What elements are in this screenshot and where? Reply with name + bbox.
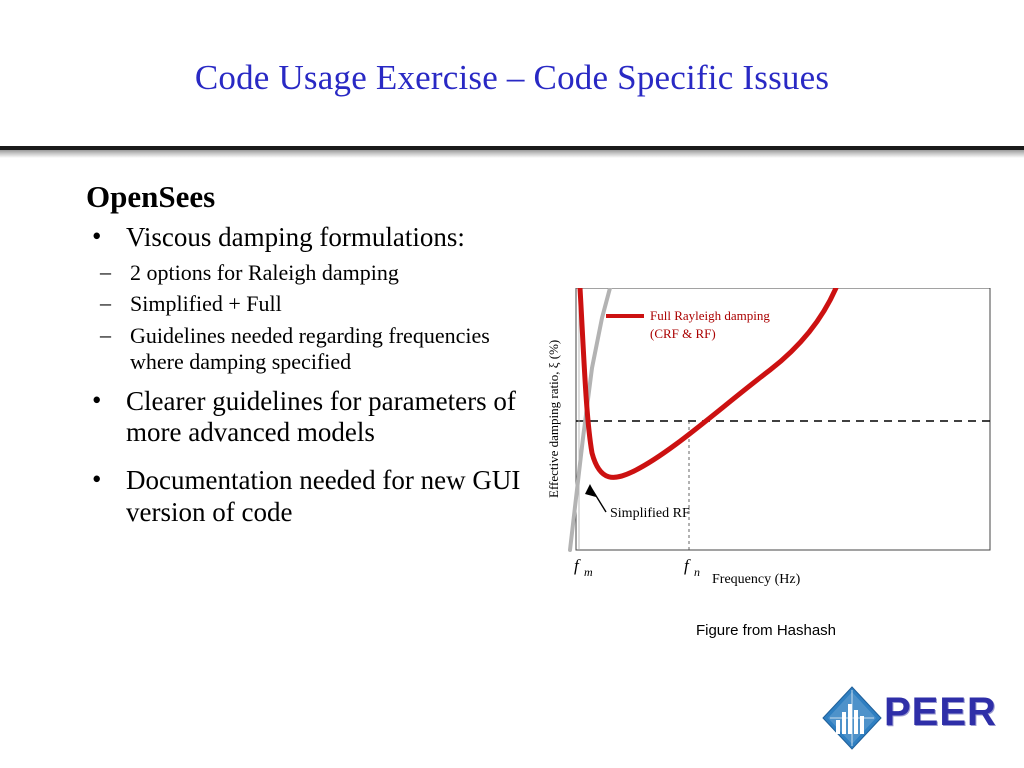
legend-label-line2: (CRF & RF) [650, 326, 716, 341]
spacer [86, 455, 526, 465]
bullet-marker: • [92, 464, 102, 495]
bullet-marker: • [92, 384, 102, 415]
peer-logo-text: PEER [884, 690, 997, 734]
list-item [86, 323, 526, 376]
list-item-label: Guidelines needed regarding frequencies where damping specified [130, 322, 490, 375]
tick-label-fm: f [574, 556, 579, 575]
list-item [86, 465, 526, 529]
sub-list [86, 260, 526, 376]
tick-label-fm-subscript: m [584, 565, 593, 579]
bullet-marker: • [92, 221, 102, 252]
divider-gradient [0, 150, 1024, 158]
dash-marker: – [100, 290, 111, 316]
list-item-label: Documentation needed for new GUI version of code [126, 465, 521, 528]
dash-marker: – [100, 258, 111, 284]
section-heading: OpenSees [86, 179, 216, 214]
list-item [86, 386, 526, 450]
peer-logo-mark [822, 686, 882, 750]
annotation-label: Simplified RF [610, 506, 690, 521]
list-item [86, 222, 526, 254]
title-divider [0, 146, 1024, 158]
dash-marker: – [100, 321, 111, 347]
list-item-label: 2 options for Raleigh damping [130, 259, 399, 285]
x-axis-label: Frequency (Hz) [712, 572, 801, 587]
peer-logo [822, 686, 997, 752]
y-axis-label: Effective damping ratio, ξ (%) [546, 339, 561, 498]
list-item-label: Viscous damping formulations: [126, 222, 465, 253]
legend-label-line1: Full Rayleigh damping [650, 308, 770, 323]
list-item [86, 260, 526, 286]
list-item-label: Clearer guidelines for parameters of more advanced models [126, 385, 516, 448]
list-item-label: Simplified + Full [130, 291, 282, 317]
content-column [86, 180, 526, 535]
page-title: Code Usage Exercise – Code Specific Issues [194, 58, 830, 97]
list-item [86, 291, 526, 317]
damping-figure [540, 288, 992, 658]
figure-caption: Figure from Hashash [695, 622, 837, 639]
tick-label-fn-subscript: n [694, 565, 700, 579]
tick-label-fn: f [684, 556, 689, 575]
